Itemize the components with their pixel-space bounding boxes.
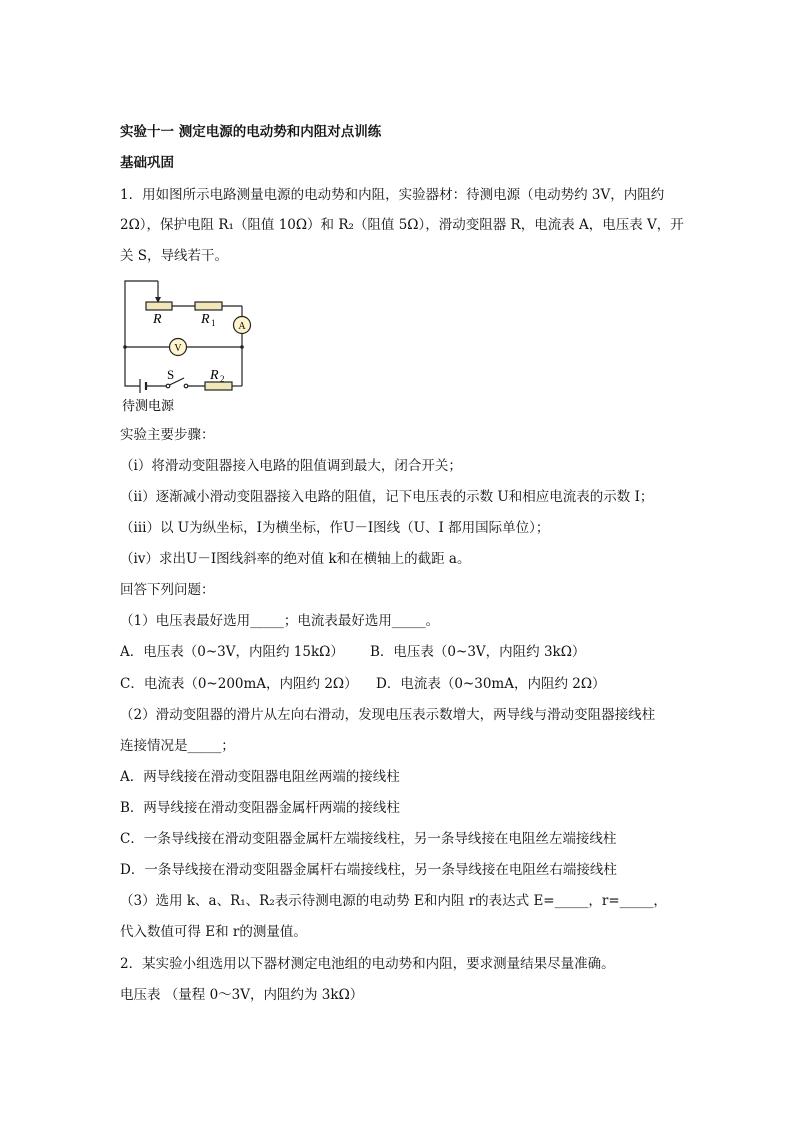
steps-heading: 实验主要步骤： [120,427,215,443]
part-1-question: （1）电压表最好选用_____；电流表最好选用_____。 [120,613,440,629]
step-3: （ⅲ）以 U为纵坐标，I为横坐标，作U－I图线（U、I 都用国际单位）； [120,520,550,536]
source-label: 待测电源 [122,398,175,413]
voltmeter-label: V [174,343,182,354]
part-2-question-line-2: 连接情况是_____； [120,738,235,754]
question-2-voltmeter-item: 电压表 （量程 0～3V，内阻约为 3kΩ） [120,987,364,1003]
section-heading: 基础巩固 [120,155,174,171]
step-2: （ⅱ）逐渐减小滑动变阻器接入电路的阻值，记下电压表的示数 U和相应电流表的示数 I； [120,489,654,505]
circuit-diagram [118,276,268,414]
part-2-option-a: A．两导线接在滑动变阻器电阻丝两端的接线柱 [120,769,400,785]
page-title: 实验十一 测定电源的电动势和内阻对点训练 [120,124,382,140]
r2-subscript: 2 [220,374,225,384]
step-1: （ⅰ）将滑动变阻器接入电路的阻值调到最大，闭合开关； [120,458,462,474]
answer-prompt: 回答下列问题： [120,582,215,598]
part-3-question-line-2: 代入数值可得 E和 r的测量值。 [120,924,307,940]
part-2-option-b: B．两导线接在滑动变阻器金属杆两端的接线柱 [120,800,400,816]
step-4: （ⅳ）求出U－I图线斜率的绝对值 k和在横轴上的截距 a。 [120,551,471,567]
r1-subscript: 1 [211,318,216,328]
part-1-option-c: C．电流表（0~200mA，内阻约 2Ω） [120,676,358,692]
part-1-option-b: B．电压表（0~3V，内阻约 3kΩ） [370,644,586,660]
part-2-option-d: D．一条导线接在滑动变阻器金属杆右端接线柱，另一条导线接在电阻丝右端接线柱 [120,862,617,878]
r2-label: R [210,368,219,383]
part-2-option-c: C．一条导线接在滑动变阻器金属杆左端接线柱，另一条导线接在电阻丝左端接线柱 [120,831,617,847]
switch-label: S [167,367,175,382]
ammeter-label: A [238,321,246,332]
question-1-line-2: 2Ω），保护电阻 R₁（阻值 10Ω）和 R₂（阻值 5Ω），滑动变阻器 R，电流表 A，电压表 V，开 [120,217,684,233]
r1-label: R [201,312,210,327]
rheostat-label: R [153,312,162,327]
question-1-line-1: 1．用如图所示电路测量电源的电动势和内阻，实验器材：待测电源（电动势约 3V，内阻约 [120,187,665,203]
part-2-question-line-1: （2）滑动变阻器的滑片从左向右滑动，发现电压表示数增大，两导线与滑动变阻器接线柱 [120,707,656,723]
part-1-option-d: D．电流表（0~30mA，内阻约 2Ω） [376,676,606,692]
question-1-line-3: 关 S，导线若干。 [120,248,229,264]
part-1-option-a: A．电压表（0~3V，内阻约 15kΩ） [120,644,344,660]
question-2: 2．某实验小组选用以下器材测定电池组的电动势和内阻，要求测量结果尽量准确。 [120,956,615,972]
part-3-question-line-1: （3）选用 k、a、R₁、R₂表示待测电源的电动势 E和内阻 r的表达式 E=_____，r=_____， [120,893,667,909]
